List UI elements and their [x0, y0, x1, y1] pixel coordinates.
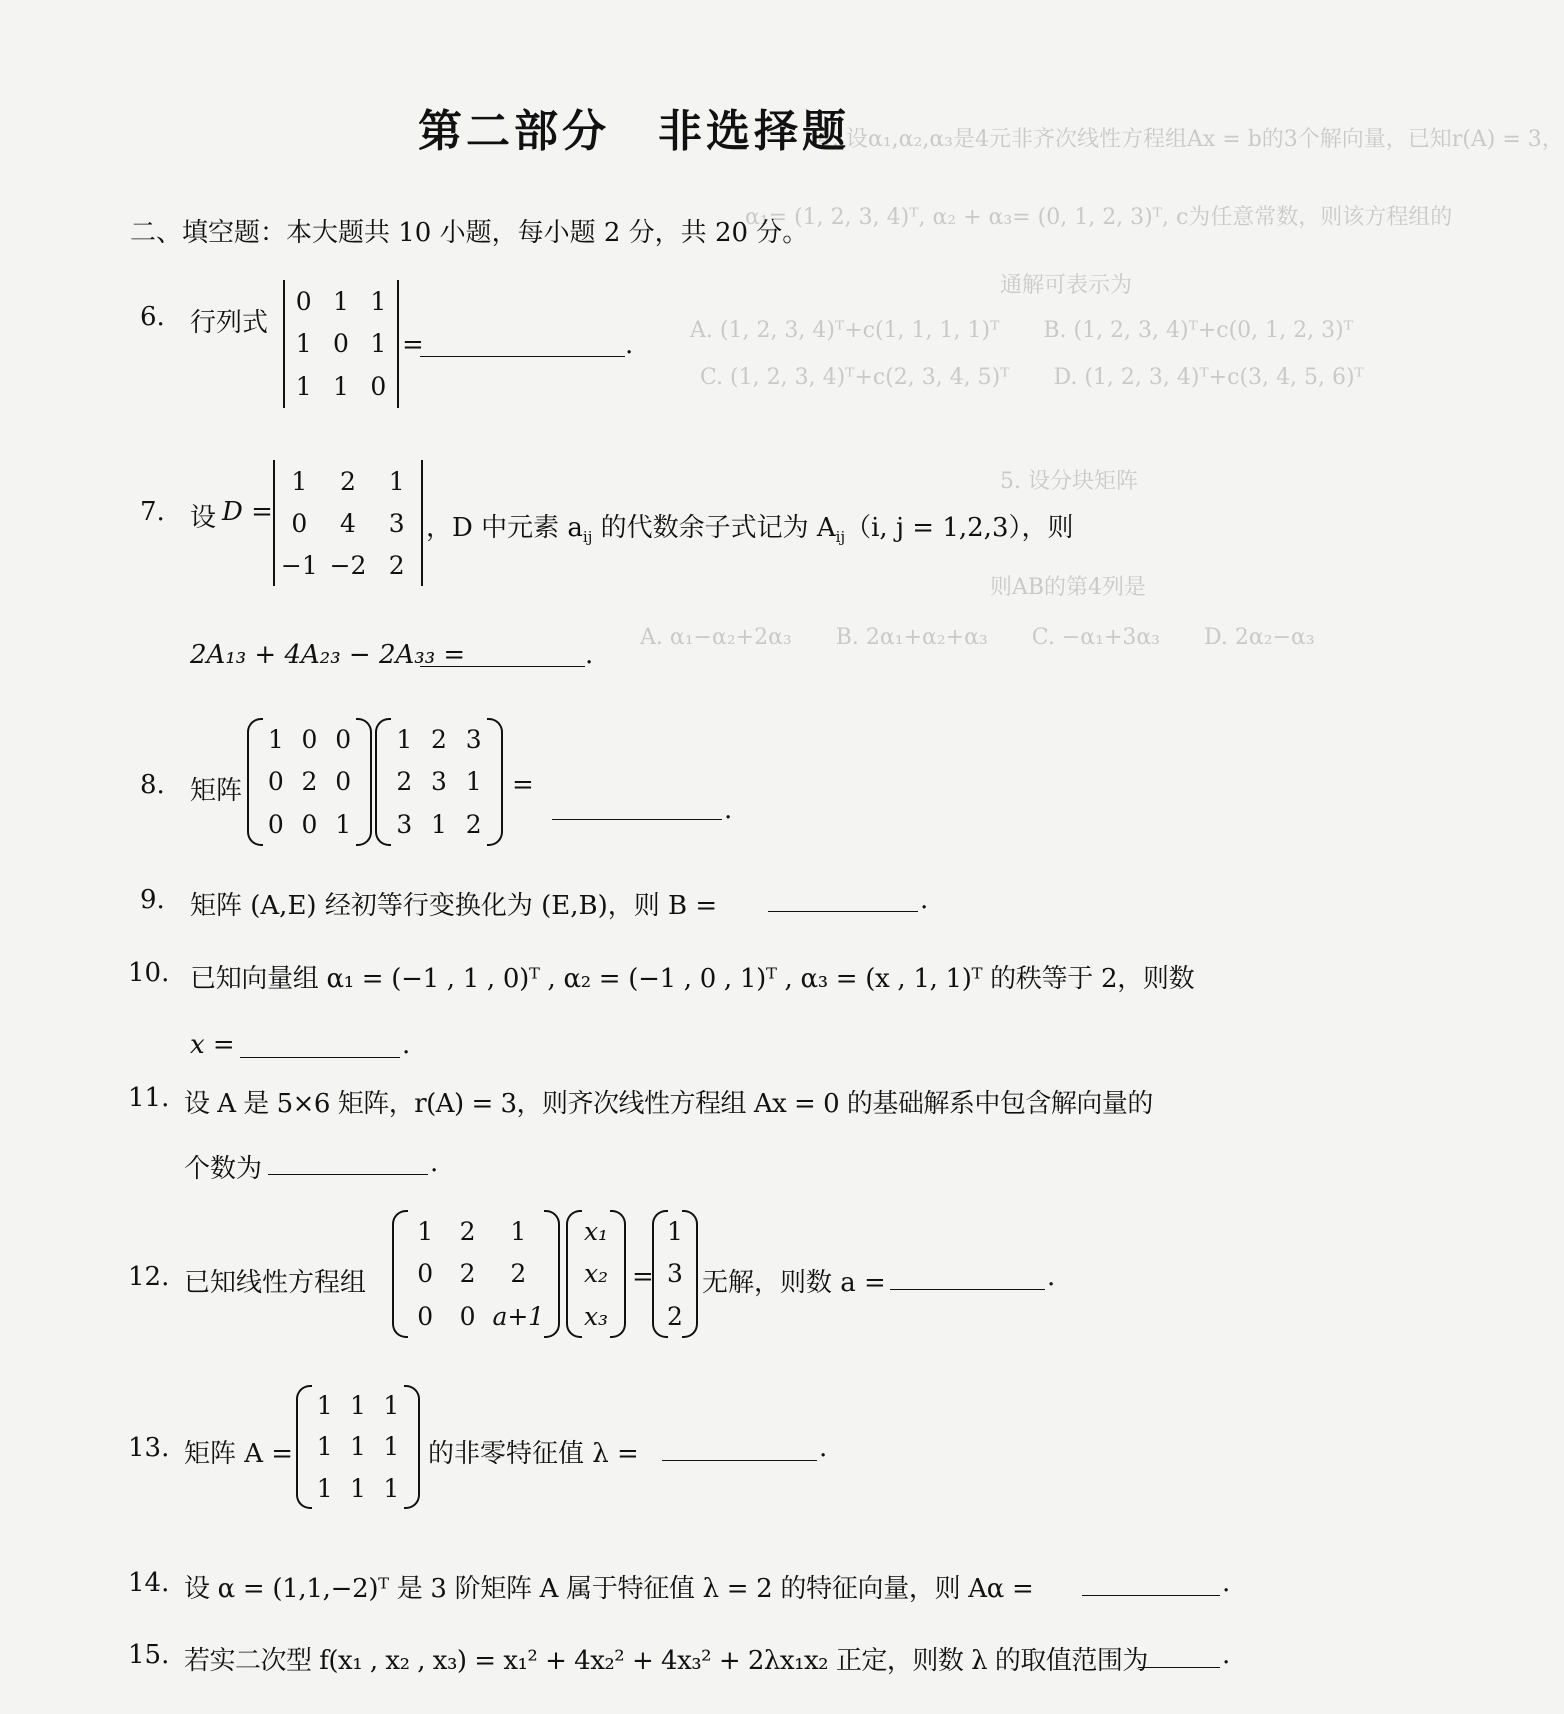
q13-cell: 1 — [383, 1391, 400, 1421]
q6-cell: 1 — [333, 372, 349, 402]
q8-m2-cell: 1 — [396, 724, 413, 754]
q7-determinant — [273, 460, 423, 586]
page-title: 第二部分 非选择题 — [418, 106, 850, 157]
ghost-line-8: A. α₁−α₂+2α₃ B. 2α₁+α₂+α₃ C. −α₁+3α₃ D. 2α₂−α₃ — [640, 625, 1315, 650]
q15-text: 若实二次型 f(x₁ , x₂ , x₃) = x₁² + 4x₂² + 4x₃² + 2λx₁x₂ 正定，则数 λ 的取值范围为 — [184, 1646, 1148, 1676]
q12-x-cell: x₂ — [583, 1259, 609, 1289]
q8-matrix-1 — [247, 718, 372, 846]
q10-line2: x = — [190, 1030, 235, 1060]
q13-number: 13. — [128, 1433, 170, 1463]
q10-number: 10. — [128, 958, 170, 988]
q7-cell: 2 — [340, 466, 356, 496]
q13-cell: 1 — [383, 1473, 400, 1503]
q8-period: . — [724, 795, 733, 825]
q12-x-cell: x₃ — [583, 1302, 609, 1332]
ghost-line-6: 5. 设分块矩阵 — [1000, 469, 1138, 494]
q8-m2-grid — [387, 718, 491, 846]
q6-equals: = — [402, 330, 424, 360]
q7-expression: 2A₁₃ + 4A₂₃ − 2A₃₃ = — [190, 640, 466, 670]
q12-x-cell: x₁ — [583, 1216, 609, 1246]
q8-matrix-2 — [375, 718, 503, 846]
q6-answer-blank[interactable] — [420, 332, 625, 361]
q12-b-cell: 1 — [667, 1216, 683, 1246]
ghost-line-3: 通解可表示为 — [1000, 273, 1133, 298]
q8-equals: = — [512, 770, 534, 800]
q6-cell: 1 — [370, 329, 387, 359]
q13-cell: 1 — [316, 1432, 333, 1462]
q7-period: . — [585, 640, 594, 670]
q13-cell: 1 — [383, 1432, 400, 1462]
q14-period: . — [1222, 1568, 1231, 1598]
q6-cell: 0 — [370, 372, 387, 402]
q8-m2-cell: 3 — [396, 810, 413, 840]
q8-m2-cell: 1 — [431, 810, 447, 840]
q14-number: 14. — [128, 1568, 170, 1598]
q12-b-grid — [658, 1210, 692, 1338]
q6-cell: 1 — [370, 286, 387, 316]
q11-answer-blank[interactable] — [268, 1150, 428, 1179]
q8-m1-grid — [259, 718, 360, 846]
q10-answer-blank[interactable] — [240, 1033, 400, 1062]
q11-period: . — [430, 1148, 439, 1178]
q12-number: 12. — [128, 1262, 170, 1292]
q13-text: 的非零特征值 λ = — [428, 1439, 639, 1469]
q12-coef-cell: 0 — [459, 1302, 476, 1332]
q7-cell: 1 — [388, 466, 405, 496]
q13-matrix — [296, 1385, 420, 1509]
q13-period: . — [819, 1433, 828, 1463]
q7-label: 设 — [190, 503, 217, 533]
q7-cell: 3 — [388, 508, 405, 538]
q7-cell: 2 — [388, 550, 405, 580]
q9-period: . — [920, 885, 929, 915]
q13-cell: 1 — [350, 1391, 366, 1421]
q8-m1-cell: 1 — [267, 724, 284, 754]
q6-cell: 0 — [295, 286, 312, 316]
q12-label: 已知线性方程组 — [184, 1268, 367, 1298]
q15-answer-blank[interactable] — [1138, 1643, 1220, 1672]
q7-cell: 1 — [291, 466, 308, 496]
q12-b-vector — [652, 1210, 698, 1338]
ghost-line-4: A. (1, 2, 3, 4)ᵀ+c(1, 1, 1, 1)ᵀ B. (1, 2, 3, 4)ᵀ+c(0, 1, 2, 3)ᵀ — [690, 318, 1353, 343]
q6-number: 6. — [140, 302, 165, 332]
q7-text1: ，D 中元素 a — [426, 513, 583, 543]
q7-text — [426, 507, 1074, 546]
q13-cell: 1 — [350, 1432, 366, 1462]
q13-cell: 1 — [350, 1473, 366, 1503]
q6-cell: 1 — [295, 372, 312, 402]
q8-m1-cell: 1 — [335, 810, 352, 840]
q12-text: 无解，则数 a = — [702, 1268, 886, 1298]
q8-m2-cell: 2 — [396, 767, 413, 797]
q13-cell: 1 — [316, 1473, 333, 1503]
q12-period: . — [1047, 1262, 1056, 1292]
q12-coef-cell: 2 — [510, 1259, 527, 1289]
ghost-line-2: α₁= (1, 2, 3, 4)ᵀ, α₂ + α₃= (0, 1, 2, 3)ᵀ, c为任意常数，则该方程组的 — [745, 205, 1453, 230]
q7-sub2: ij — [835, 528, 846, 547]
q8-m1-cell: 0 — [267, 767, 284, 797]
q6-cell: 1 — [295, 329, 312, 359]
q12-answer-blank[interactable] — [890, 1265, 1045, 1294]
q14-answer-blank[interactable] — [1082, 1571, 1220, 1600]
q12-coef-cell: 0 — [417, 1302, 434, 1332]
q11-number: 11. — [128, 1083, 170, 1113]
q8-m1-cell: 0 — [301, 810, 318, 840]
section-header: 二、填空题：本大题共 10 小题，每小题 2 分，共 20 分。 — [130, 218, 809, 248]
q12-x-grid — [574, 1210, 618, 1338]
q12-equals: = — [632, 1262, 654, 1292]
q15-number: 15. — [128, 1640, 170, 1670]
q6-cell: 1 — [333, 286, 349, 316]
q12-coef-cell: 1 — [510, 1216, 527, 1246]
q13-grid — [308, 1385, 408, 1509]
q7-cell: −1 — [280, 550, 318, 580]
q7-cell: 4 — [340, 508, 356, 538]
q7-var: D = — [222, 497, 273, 527]
q14-text: 设 α = (1,1,−2)ᵀ 是 3 阶矩阵 A 属于特征值 λ = 2 的特征向量，则 Aα = — [184, 1574, 1034, 1604]
q8-m1-cell: 0 — [301, 724, 318, 754]
q8-m1-cell: 0 — [335, 724, 352, 754]
q12-coef-cell: 2 — [459, 1259, 476, 1289]
q12-coef-cell: a+1 — [492, 1302, 545, 1332]
q8-m1-cell: 0 — [267, 810, 284, 840]
q7-number: 7. — [140, 497, 165, 527]
q6-det-grid — [285, 280, 397, 408]
q12-coef-cell: 0 — [417, 1259, 434, 1289]
q12-coef-cell: 1 — [417, 1216, 434, 1246]
q9-answer-blank[interactable] — [768, 887, 918, 916]
q15-period: . — [1222, 1640, 1231, 1670]
q12-x-vector — [566, 1210, 626, 1338]
q8-m1-cell: 2 — [301, 767, 318, 797]
q7-text2: 的代数余子式记为 A — [592, 513, 836, 543]
q8-answer-blank[interactable] — [552, 795, 722, 824]
q7-cell: 0 — [291, 508, 308, 538]
q13-answer-blank[interactable] — [662, 1436, 817, 1465]
q7-answer-blank[interactable] — [420, 642, 585, 671]
q12-coef-matrix — [392, 1210, 560, 1338]
ghost-line-7: 则AB的第4列是 — [990, 575, 1147, 600]
q13-label: 矩阵 A = — [184, 1439, 294, 1469]
ghost-line-1: 4. 设α₁,α₂,α₃是4元非齐次线性方程组Ax = b的3个解向量，已知r(A) = 3， — [818, 127, 1564, 152]
q12-b-cell: 2 — [667, 1302, 683, 1332]
q7-text3: （i, j = 1,2,3），则 — [845, 513, 1074, 543]
q8-m2-cell: 2 — [431, 724, 447, 754]
q8-number: 8. — [140, 770, 165, 800]
q8-m2-cell: 1 — [465, 767, 482, 797]
ghost-line-5: C. (1, 2, 3, 4)ᵀ+c(2, 3, 4, 5)ᵀ D. (1, 2, 3, 4)ᵀ+c(3, 4, 5, 6)ᵀ — [700, 365, 1364, 390]
q6-determinant — [283, 280, 399, 408]
q8-m1-cell: 0 — [335, 767, 352, 797]
q8-label: 矩阵 — [190, 776, 243, 806]
q12-coef-grid — [404, 1210, 548, 1338]
q7-sub1: ij — [582, 528, 593, 547]
q10-period: . — [402, 1030, 411, 1060]
q9-number: 9. — [140, 885, 165, 915]
q12-b-cell: 3 — [667, 1259, 683, 1289]
q13-cell: 1 — [316, 1391, 333, 1421]
q9-text: 矩阵 (A,E) 经初等行变换化为 (E,B)，则 B = — [190, 891, 718, 921]
q12-coef-cell: 2 — [459, 1216, 476, 1246]
q7-cell: −2 — [329, 550, 367, 580]
q6-period: . — [625, 330, 634, 360]
q7-det-grid — [275, 460, 421, 586]
q8-m2-cell: 3 — [465, 724, 482, 754]
q6-label: 行列式 — [190, 308, 269, 338]
q6-cell: 0 — [333, 329, 349, 359]
q11-text: 设 A 是 5×6 矩阵，r(A) = 3，则齐次线性方程组 Ax = 0 的基础解系中包含解向量的 — [184, 1089, 1153, 1119]
q10-text: 已知向量组 α₁ = (−1 , 1 , 0)ᵀ , α₂ = (−1 , 0 , 1)ᵀ , α₃ = (x , 1, 1)ᵀ 的秩等于 2，则数 — [190, 964, 1195, 994]
q8-m2-cell: 2 — [465, 810, 482, 840]
q11-line2: 个数为 — [184, 1154, 263, 1184]
q8-m2-cell: 3 — [431, 767, 447, 797]
